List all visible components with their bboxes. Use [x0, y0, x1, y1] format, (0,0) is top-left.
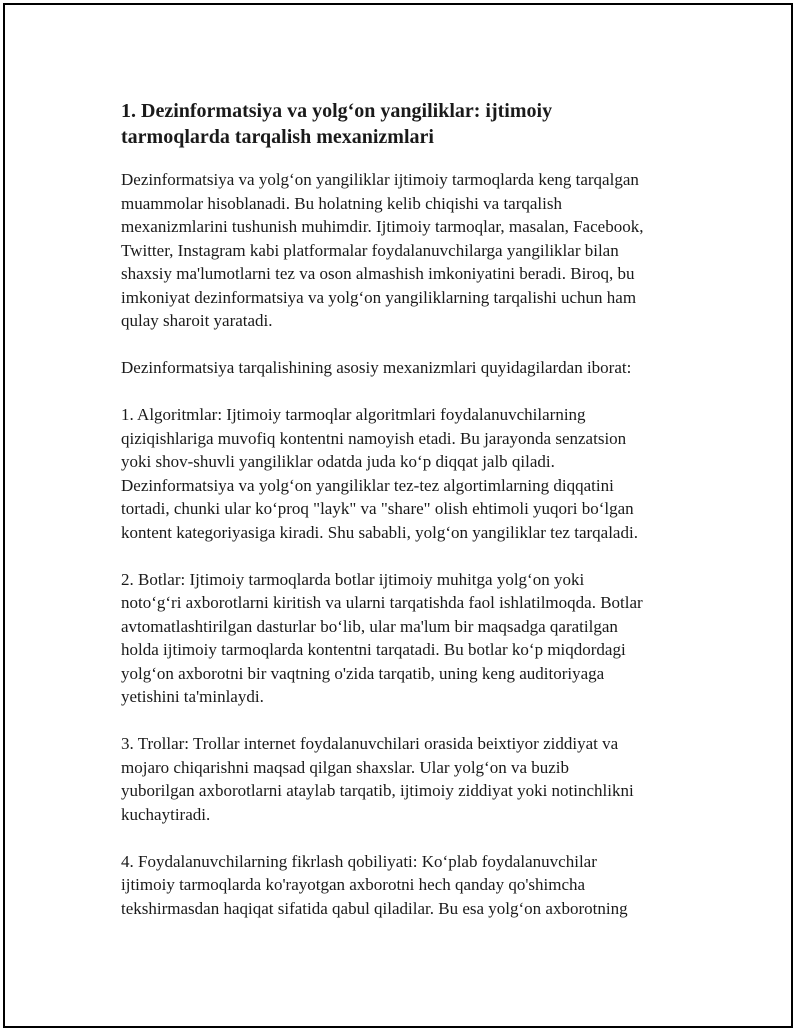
text-line: mojaro chiqarishni maqsad qilgan shaxslar. Ular yolg‘on va buzib — [121, 757, 570, 777]
text-line: yoki shov-shuvli yangiliklar odatda juda ko‘p diqqat jalb qiladi. — [121, 452, 555, 471]
title-line: 1. Dezinformatsiya va yolg‘on yangiliklar: ijtimoiy — [121, 100, 553, 122]
text-line: yetishini ta'minlaydi. — [121, 687, 264, 706]
document-body — [121, 98, 711, 944]
paragraph — [121, 850, 711, 921]
text-line: kuchaytiradi. — [121, 804, 211, 824]
document-title — [121, 98, 711, 150]
text-line: mexanizmlarini tushunish muhimdir. Ijtimoiy tarmoqlar, masalan, Facebook, — [121, 217, 644, 236]
text-line: avtomatlashtirilgan dasturlar bo‘lib, ular ma'lum bir maqsadga qaratilgan — [121, 616, 618, 636]
text-line: muammolar hisoblanadi. Bu holatning kelib chiqishi va tarqalish — [121, 193, 562, 213]
text-line: yuborilgan axborotlarni ataylab tarqatib, ijtimoiy ziddiyat yoki notinchlikni — [121, 781, 634, 800]
text-line: shaxsiy ma'lumotlarni tez va oson almashish imkoniyatini beradi. Biroq, bu — [121, 264, 635, 283]
text-line: noto‘g‘ri axborotlarni kiritish va ularni tarqatishda faol ishlatilmoqda. Botlar — [121, 593, 643, 612]
text-line: Dezinformatsiya va yolg‘on yangiliklar ijtimoiy tarmoqlarda keng tarqalgan — [121, 170, 639, 189]
paragraphs — [121, 168, 711, 920]
paragraph — [121, 568, 711, 709]
paragraph — [121, 403, 711, 544]
text-line: Dezinformatsiya tarqalishining asosiy mexanizmlari quyidagilardan iborat: — [121, 358, 632, 377]
text-line: 4. Foydalanuvchilarning fikrlash qobiliyati: Ko‘plab foydalanuvchilar — [121, 851, 597, 871]
text-line: qulay sharoit yaratadi. — [121, 311, 273, 330]
text-line: imkoniyat dezinformatsiya va yolg‘on yangiliklarning tarqalishi uchun ham — [121, 287, 637, 307]
page-frame — [3, 3, 793, 1028]
text-line: Twitter, Instagram kabi platformalar foydalanuvchilarga yangiliklar bilan — [121, 240, 619, 260]
text-line: 3. Trollar: Trollar internet foydalanuvchilari orasida beixtiyor ziddiyat va — [121, 734, 619, 753]
text-line: kontent kategoriyasiga kiradi. Shu sababli, yolg‘on yangiliklar tez tarqaladi. — [121, 522, 638, 542]
text-line: tekshirmasdan haqiqat sifatida qabul qiladilar. Bu esa yolg‘on axborotning — [121, 898, 628, 918]
text-line: ijtimoiy tarmoqlarda ko'rayotgan axborotni hech qanday qo'shimcha — [121, 875, 586, 894]
text-line: yolg‘on axborotni bir vaqtning o'zida tarqatib, uning keng auditoriyaga — [121, 663, 605, 683]
text-line: 1. Algoritmlar: Ijtimoiy tarmoqlar algoritmlari foydalanuvchilarning — [121, 405, 586, 424]
text-line: holda ijtimoiy tarmoqlarda kontentni tarqatadi. Bu botlar ko‘p miqdordagi — [121, 640, 626, 659]
text-line: qiziqishlariga muvofiq kontentni namoyish etadi. Bu jarayonda senzatsion — [121, 428, 627, 448]
text-line: Dezinformatsiya va yolg‘on yangiliklar tez-tez algortimlarning diqqatini — [121, 475, 614, 495]
paragraph — [121, 356, 711, 380]
title-line: tarmoqlarda tarqalish mexanizmlari — [121, 126, 434, 148]
paragraph — [121, 732, 711, 826]
text-line: tortadi, chunki ular ko‘proq "layk" va "share" olish ehtimoli yuqori bo‘lgan — [121, 499, 634, 518]
paragraph — [121, 168, 711, 333]
text-line: 2. Botlar: Ijtimoiy tarmoqlarda botlar ijtimoiy muhitga yolg‘on yoki — [121, 569, 585, 589]
